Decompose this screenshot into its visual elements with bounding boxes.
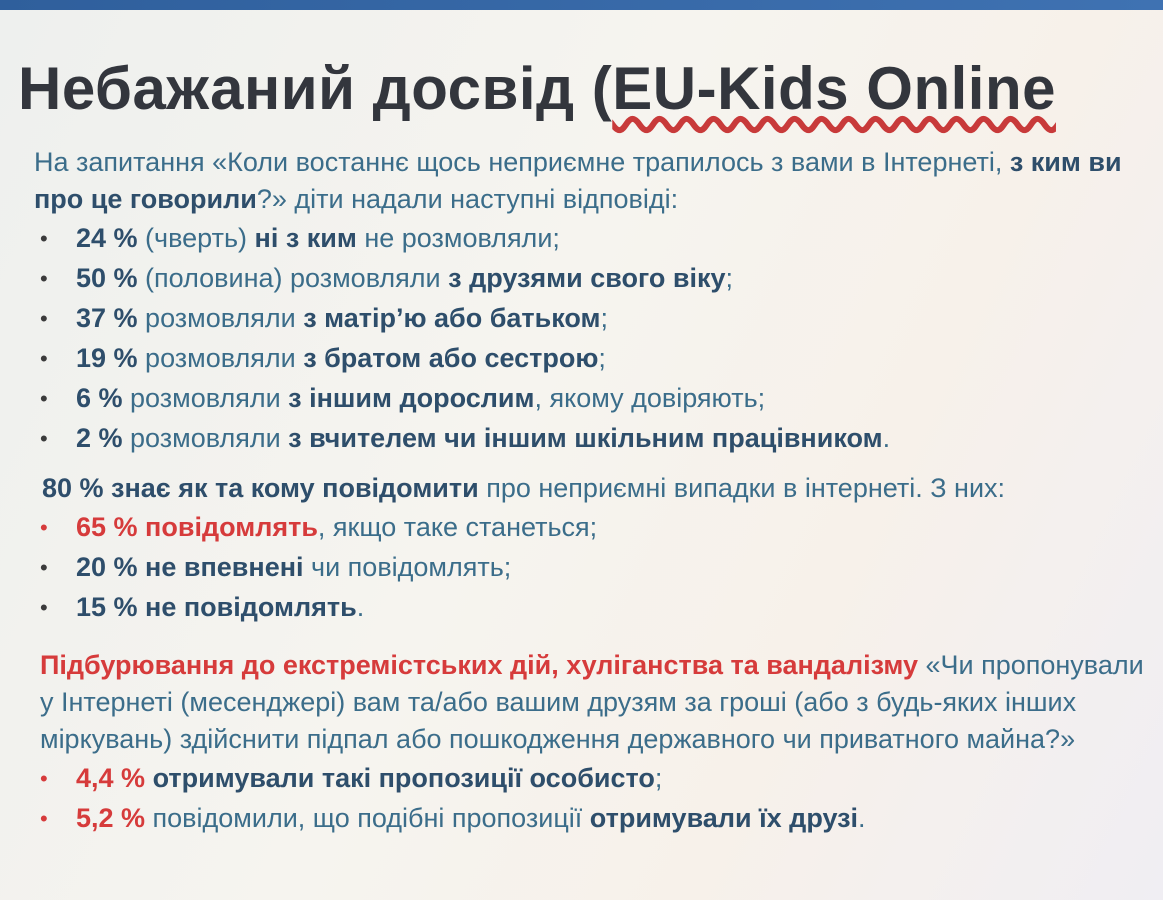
list-item-pct: 5,2 % xyxy=(76,803,146,833)
title-eu-kids: EU-Kids Online xyxy=(612,55,1056,122)
top-accent-bar xyxy=(0,0,1163,10)
bullet-icon: • xyxy=(40,226,48,251)
list-item xyxy=(34,220,1163,257)
list-item-post: ; xyxy=(725,263,734,293)
bullet-icon: • xyxy=(40,595,48,620)
list-item-pre: (чверть) xyxy=(137,223,255,253)
list-item-rest: , якщо таке станеться; xyxy=(317,512,598,542)
extremism-heading: Підбурювання до екстремістських дій, хуліганства та вандалізму xyxy=(40,650,918,680)
report-paragraph xyxy=(34,470,1163,507)
slide-content xyxy=(34,144,1163,840)
list-item-bold: отримували такі пропозиції особисто xyxy=(152,763,655,793)
bullet-icon: • xyxy=(40,766,48,791)
list-item-pct: 4,4 % xyxy=(76,763,146,793)
extremism-text: «Чи пропонували у Інтернеті (месенджері) вам та/або вашим друзям за гроші (або з будь-яких інших міркувань) здійснити підпал або пошкодження державного чи приватного майна?» xyxy=(40,650,1144,754)
intro-text-a: На запитання «Коли востаннє щось неприємне трапилось з вами в Інтернеті, xyxy=(34,147,1010,177)
list-item-pre: розмовляли xyxy=(122,423,289,453)
bullet-icon: • xyxy=(40,426,48,451)
intro-text-c: ?» діти надали наступні відповіді: xyxy=(256,184,679,214)
list-item-rest: чи повідомлять; xyxy=(303,552,512,582)
list-item xyxy=(34,800,1163,837)
list-item-bold: з матір’ю або батьком xyxy=(303,303,601,333)
intro-paragraph xyxy=(34,144,1139,218)
list-item-bold: з іншим дорослим xyxy=(288,383,535,413)
bullet-icon: • xyxy=(40,306,48,331)
list-item-pre xyxy=(145,763,153,793)
list-item-post: . xyxy=(858,803,866,833)
extremism-paragraph xyxy=(34,647,1145,758)
slide-title xyxy=(18,54,1056,123)
list-item-post: . xyxy=(882,423,891,453)
list-item-pct: 37 % xyxy=(76,303,138,333)
list-item xyxy=(34,509,1163,546)
report-list xyxy=(34,509,1163,626)
report-bold: 80 % знає як та кому повідомити xyxy=(42,473,479,503)
intro-bold: з ким ви про це говорили xyxy=(34,147,1122,214)
list-item xyxy=(34,260,1163,297)
list-item-pct: 2 % xyxy=(76,423,123,453)
list-item-pct: 6 % xyxy=(76,383,123,413)
list-item-bold: з вчителем чи іншим шкільним працівником xyxy=(288,423,883,453)
talk-list xyxy=(34,220,1163,457)
list-item xyxy=(34,760,1163,797)
list-item-post: , якому довіряють; xyxy=(534,383,766,413)
bullet-icon: • xyxy=(40,806,48,831)
list-item-pre: розмовляли xyxy=(137,303,304,333)
list-item xyxy=(34,549,1163,586)
list-item-post: не розмовляли; xyxy=(356,223,560,253)
bullet-icon: • xyxy=(40,346,48,371)
list-item-bold: 65 % повідомлять xyxy=(76,512,318,542)
presentation-slide xyxy=(0,10,1163,900)
list-item xyxy=(34,420,1163,457)
list-item-bold: з братом або сестрою xyxy=(303,343,599,373)
list-item-pre: розмовляли xyxy=(122,383,289,413)
list-item-pct: 24 % xyxy=(76,223,138,253)
list-item-bold: ні з ким xyxy=(254,223,357,253)
list-item-pre: (половина) розмовляли xyxy=(137,263,449,293)
list-item xyxy=(34,340,1163,377)
list-item xyxy=(34,300,1163,337)
list-item-bold: 20 % не впевнені xyxy=(76,552,304,582)
report-rest: про неприємні випадки в інтернеті. З них: xyxy=(478,473,1006,503)
title-main: Небажаний досвід ( xyxy=(18,55,613,122)
extremism-list xyxy=(34,760,1163,837)
list-item-pre: повідомили, що подібні пропозиції xyxy=(145,803,590,833)
list-item-pct: 50 % xyxy=(76,263,138,293)
bullet-icon: • xyxy=(40,515,48,540)
list-item xyxy=(34,380,1163,417)
list-item-bold: 15 % не повідомлять xyxy=(76,592,357,622)
list-item-pre: розмовляли xyxy=(137,343,304,373)
bullet-icon: • xyxy=(40,555,48,580)
list-item-bold: отримували їх друзі xyxy=(589,803,859,833)
list-item xyxy=(34,589,1163,626)
list-item-pct: 19 % xyxy=(76,343,138,373)
list-item-bold: з друзями свого віку xyxy=(448,263,726,293)
bullet-icon: • xyxy=(40,386,48,411)
list-item-rest: . xyxy=(356,592,365,622)
list-item-post: ; xyxy=(600,303,609,333)
bullet-icon: • xyxy=(40,266,48,291)
list-item-post: ; xyxy=(654,763,663,793)
list-item-post: ; xyxy=(598,343,606,373)
